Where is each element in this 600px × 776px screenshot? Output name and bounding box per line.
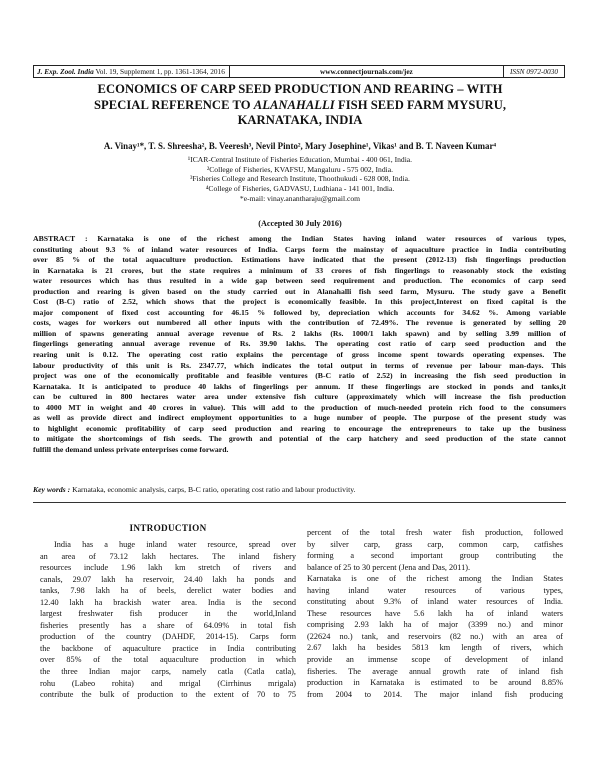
body-line: the three Indian major carps, namely catla (Catla catla),	[40, 667, 296, 677]
abstract-line: ABSTRACT : Karnataka is one of the richest among the Indian States having inland water resources of various types,	[33, 234, 566, 243]
abstract-line: Karnataka. It is anticipated to produce 40 lakhs of fingerlings per annum. If these fingerlings are stocked in ponds and tanks,it	[33, 381, 566, 391]
body-line: tanks, 7.98 lakh ha of beels, derelict water bodies and	[40, 586, 296, 596]
abstract-line: project was one of the economically profitable and feasible ventures (B-C ratio of 2.52) in increasing the fish seed production in	[33, 371, 566, 381]
affiliation-3: ³Fisheries College and Research Institute, Thoothukudi - 628 008, India.	[190, 174, 410, 184]
body-line: These resources have 5.6 lakh ha of inland waters	[307, 608, 563, 618]
abstract-line: to highlight economic profitability of carp seed production and rearing to encourage the entrepreneurs to take up the business	[33, 423, 566, 433]
body-line: production of the country (DAHDF, 2014-15). Carps form	[40, 632, 296, 642]
keywords-text: Karnataka, economic analysis, carps, B-C ratio, operating cost ratio and labour productivity.	[70, 485, 356, 494]
body-line: production in Karnataka is estimated to be around 8.85%	[307, 678, 563, 688]
intro-left-column	[40, 539, 296, 701]
abstract-line: constituting about 9.3 % of inland water resources of India. Carps form the mainstay of aquaculture practice in India contributing	[33, 244, 566, 254]
body-line: over 85% of the total aquaculture production in which	[40, 655, 296, 665]
introduction-heading: INTRODUCTION	[129, 523, 207, 533]
corresponding-email[interactable]: *e-mail: vinay.anantharaju@gmail.com	[239, 193, 361, 203]
abstract-line: in Karnataka is 21 crores, but the state requires a minimum of 33 crores of fish fingerlings to reasonably stock the existing	[33, 265, 566, 275]
journal-volume-pages: Vol. 19, Supplement 1, pp. 1361-1364, 2016	[93, 67, 225, 76]
affiliation-1: ¹ICAR-Central Institute of Fisheries Education, Mumbai - 400 061, India.	[187, 155, 413, 164]
abstract-line: fingerlings generating annual average revenue of Rs. 39.90 lakhs. The operating cost ratio of carp seed production and the	[33, 339, 566, 349]
body-line: by silver carp, grass carp, common carp, catfishes	[307, 539, 563, 549]
abstract-line: fulfill the demand unless private enterprises come forward.	[33, 444, 229, 454]
accepted-date: (Accepted 30 July 2016)	[258, 219, 342, 228]
abstract-line: as well as provide direct and indirect employment opportunities to a huge number of people. The purpose of the present study was	[33, 413, 566, 423]
affiliation-4: ⁴College of Fisheries, GADVASU, Ludhiana - 141 001, India.	[205, 184, 395, 194]
author-list: A. Vinay¹*, T. S. Shreesha², B. Veeresh³, Nevil Pinto², Mary Josephine¹, Vikas¹ and B. T. Naveen Kumar⁴	[103, 141, 497, 151]
body-line: percent of the total fresh water fish production, followed	[307, 528, 563, 537]
title-line-2-start: SPECIAL REFERENCE TO	[93, 97, 254, 112]
intro-right-column	[307, 527, 563, 700]
abstract-line: over 85 % of the total aquaculture production. Estimations have indicated that the present (2012-13) fish fingerlings production	[33, 255, 566, 265]
body-line: contribute the bulk of production to the extent of 70 to 75	[40, 690, 296, 700]
paper-title	[40, 82, 560, 129]
body-line: forming a second important group contributing the	[307, 551, 563, 561]
body-line: largest freshwater fish producer in the world,Inland	[40, 609, 296, 619]
keywords-label: Key words :	[33, 485, 71, 494]
journal-header	[33, 65, 565, 78]
abstract-line: million of spawns generating annual average revenue of Rs. 2 lakhs (Rs. 1000/1 lakh spawn) and by selling 3.99 million of	[33, 328, 566, 338]
abstract-line: labour productivity of this unit is Rs. 2347.77, which indicates the total output in terms of revenue per labour man-days. This	[33, 360, 566, 370]
abstract-line: can be cultured in 800 hectares water area under extensive fish culture (approximately which will increase the fish production	[33, 392, 566, 402]
journal-url[interactable]: www.connectjournals.com/jez	[229, 66, 504, 77]
body-line: 2.67 lakh ha besides 5813 km length of rivers, which	[307, 643, 563, 653]
affiliations	[100, 155, 500, 204]
body-line: an area of 73.12 lakh hectares. The inland fishery	[40, 551, 296, 561]
affiliation-2: ²College of Fisheries, KVAFSU, Mangaluru - 575 002, India.	[206, 164, 394, 174]
abstract-line: to 4000 MT in weight and 40 crores in value). This will add to the production of much-needed protein rich food to the consumers	[33, 402, 566, 412]
section-divider	[33, 502, 566, 503]
abstract-line: Cost (B-C) ratio of 2.52, which shows that the project is economically feasible. In this project,Interest on fixed capital is the	[33, 297, 566, 307]
abstract-line: to mitigate the shortcomings of fish seeds. The growth and potential of the carp hatchery and seed production of the state cannot	[33, 434, 566, 444]
body-line: fisheries presently has a share of 64.09% in total fish	[40, 620, 296, 630]
body-line: from 2004 to 2014. The major inland fish producing	[307, 689, 563, 699]
abstract-line: rearing unit is 0.12. The operating cost ratio explains the percentage of gross income spent towards operating expenses. The	[33, 350, 566, 360]
title-line-2	[40, 98, 560, 114]
abstract-line: production and rearing is given based on the study carried out in Alanahalli fish seed farm, Mysuru. The study gave a Benefit	[33, 286, 566, 296]
title-line-2-end: FISH SEED FARM MYSURU,	[334, 97, 507, 112]
body-line: the backbone of aquaculture practice in India contributing	[40, 643, 296, 653]
body-line: having inland water resources of various types,	[307, 585, 563, 595]
title-farm-name: ALANAHALLI	[253, 97, 335, 112]
body-line: rohu (Labeo rohita) and mrigal (Cirrhinus mrigala)	[40, 678, 296, 688]
body-line: canals, 29.07 lakh ha reservoir, 24.40 lakh ha ponds and	[40, 574, 296, 584]
body-line: India has a huge inland water resource, spread over	[54, 540, 296, 549]
journal-issn: ISSN 0972-0030	[509, 67, 558, 76]
body-line: constituting about 9.3% of inland water resources of India.	[307, 597, 563, 607]
body-line: Karnataka is one of the richest among the Indian States	[307, 574, 563, 584]
abstract-line: major component of fixed cost accounting for 46.15 % followed by, depreciation which accounts for 34.62 %. Among variable	[33, 307, 566, 317]
abstract-line: water resources which has thus resulted in a wide gap between seed requirement and production. The economics of carp seed	[33, 276, 566, 286]
abstract-line: costs, wages for workers out numbered all other inputs with the contribution of 72.49%. The revenue is generated by selling 20	[33, 318, 566, 328]
journal-abbreviation: J. Exp. Zool. India	[37, 67, 94, 76]
title-line-1: ECONOMICS OF CARP SEED PRODUCTION AND REARING – WITH	[97, 82, 503, 96]
body-line: resources include 1.96 lakh km stretch of rivers and	[40, 563, 296, 573]
abstract	[33, 234, 566, 455]
body-line: balance of 25 to 30 percent (Jena and Das, 2011).	[307, 562, 471, 572]
body-line: (22624 no.) tank, and reservoirs (82 no.) with an area of	[307, 631, 563, 641]
journal-citation	[34, 67, 229, 76]
body-line: fisheries. The average annual growth rate of inland fish	[307, 666, 563, 676]
title-line-3: KARNATAKA, INDIA	[237, 113, 363, 127]
body-line: 12.40 lakh ha brackish water area. India is the second	[40, 597, 296, 607]
keywords	[33, 485, 566, 494]
body-line: comprising 2.93 lakh ha of major (3399 no.) and minor	[307, 620, 563, 630]
body-line: provide an immense scope of development of inland	[307, 655, 563, 665]
